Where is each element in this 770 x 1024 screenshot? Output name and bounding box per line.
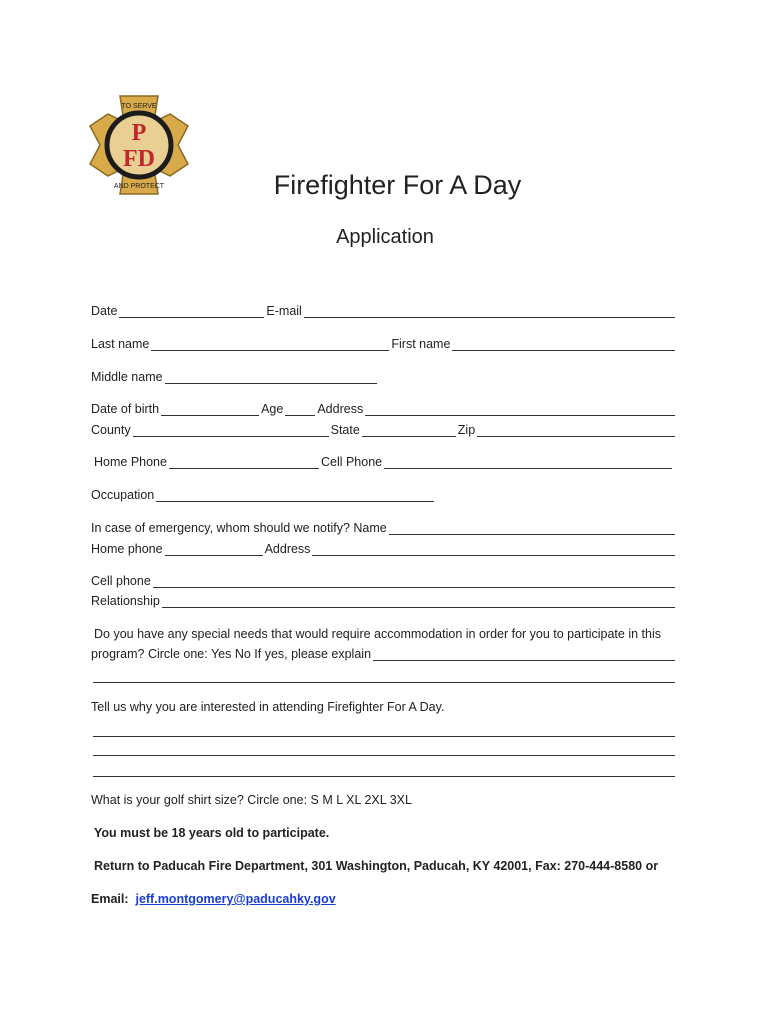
special-needs-circle: program? Circle one: Yes No If yes, please explain (91, 647, 372, 661)
interest-line[interactable] (93, 743, 675, 756)
home-phone-field[interactable] (169, 456, 319, 469)
return-address: Return to Paducah Fire Department, 301 Washington, Paducah, KY 42001, Fax: 270-444-8580 or (94, 859, 659, 873)
home-phone-label: Home Phone (94, 455, 167, 469)
svg-text:FD: FD (123, 146, 155, 172)
email-label: Email: (91, 892, 129, 906)
relationship-label: Relationship (91, 594, 160, 608)
cell-phone-label: Cell Phone (320, 455, 383, 469)
emergency-cell-field[interactable] (153, 575, 675, 588)
state-field[interactable] (362, 424, 456, 437)
address-field[interactable] (365, 403, 675, 416)
interest-question: Tell us why you are interested in attending Firefighter For A Day. (91, 700, 445, 714)
dob-label: Date of birth (91, 402, 160, 416)
emergency-cell-label: Cell phone (91, 574, 151, 588)
special-needs-explain-line[interactable] (93, 670, 675, 683)
last-name-label: Last name (91, 337, 150, 351)
emergency-name-label: In case of emergency, whom should we notify? Name (91, 521, 387, 535)
address-label: Address (317, 402, 364, 416)
first-name-label: First name (391, 337, 451, 351)
occupation-field[interactable] (156, 489, 434, 502)
svg-text:AND PROTECT: AND PROTECT (113, 183, 165, 190)
middle-name-label: Middle name (91, 370, 163, 384)
contact-email-link[interactable]: jeff.montgomery@paducahky.gov (135, 892, 336, 906)
date-label: Date (91, 304, 118, 318)
date-field[interactable] (119, 305, 264, 318)
state-label: State (330, 423, 360, 437)
age-requirement: You must be 18 years old to participate. (94, 826, 330, 840)
emergency-home-phone-label: Home phone (91, 542, 163, 556)
dob-field[interactable] (161, 403, 259, 416)
email-label: E-mail (266, 304, 302, 318)
emergency-address-field[interactable] (312, 543, 675, 556)
zip-field[interactable] (477, 424, 675, 437)
age-label: Age (261, 402, 284, 416)
interest-line[interactable] (93, 724, 675, 737)
emergency-address-label: Address (264, 542, 311, 556)
svg-text:P: P (131, 120, 147, 146)
page-title: Firefighter For A Day (273, 170, 522, 200)
special-needs-explain-field[interactable] (373, 648, 675, 661)
svg-text:TO SERVE: TO SERVE (121, 103, 157, 110)
zip-label: Zip (457, 423, 476, 437)
age-field[interactable] (285, 403, 315, 416)
special-needs-question: Do you have any special needs that would require accommodation in order for you to participate in this (94, 627, 661, 641)
relationship-field[interactable] (162, 595, 675, 608)
email-field[interactable] (304, 305, 675, 318)
emergency-home-phone-field[interactable] (165, 543, 263, 556)
interest-line[interactable] (93, 764, 675, 777)
last-name-field[interactable] (151, 338, 389, 351)
page-subtitle: Application (336, 226, 434, 248)
emergency-name-field[interactable] (389, 522, 675, 535)
county-field[interactable] (133, 424, 329, 437)
first-name-field[interactable] (452, 338, 675, 351)
occupation-label: Occupation (91, 488, 155, 502)
county-label: County (91, 423, 131, 437)
shirt-size-question: What is your golf shirt size? Circle one: S M L XL 2XL 3XL (91, 793, 412, 807)
middle-name-field[interactable] (165, 371, 377, 384)
cell-phone-field[interactable] (384, 456, 672, 469)
